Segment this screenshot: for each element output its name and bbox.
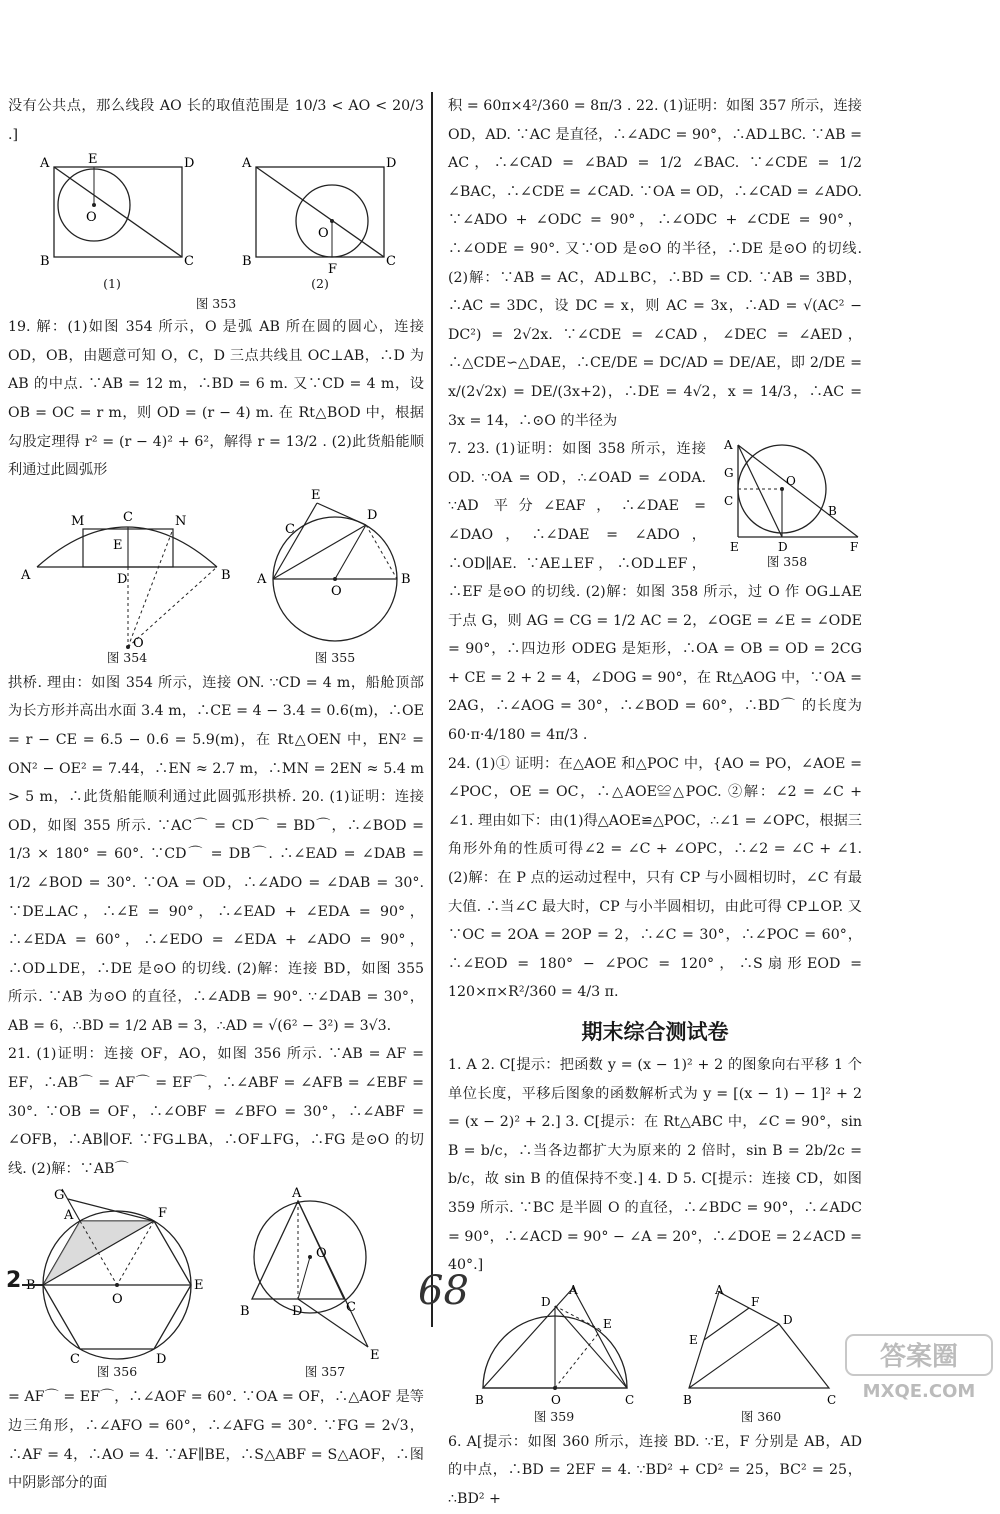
paragraph-22: 积 = 60π×4²/360 = 8π/3 . 22. (1)证明：如图 357 所示，连接 OD，AD. ∵AC 是直径，∴∠ADC = 90°，∴AD⊥BC. ∵AB = AC，∴∠CAD = ∠BAD = 1/2 ∠BAC. ∵∠CDE = 1/2 ∠BAC，∴∠CDE = ∠CAD. ∵OA = OD，∴∠CAD = ∠ADO. ∵∠ADO + ∠ODC = 90°，∴∠ODC + ∠CDE = 90°，∴∠ODE = 90°. 又∵OD 是⊙O 的半径，∴DE 是⊙O 的切线. (2)解：∵AB = AC，AD⊥BC，∴BD = CD. ∵AB = 3BD，∴AC = 3DC，设 DC = x，则 AC = 3x，∴AD = √(AC² − DC²) = 2√2x. ∵∠CDE = ∠CAD，∠DEC = ∠AED，∴△CDE∽△DAE，∴CE/DE = DC/AD = DE/AE，即 2/DE = x/(2√2x) = DE/(3x+2)，∴DE = 4√2，x = 14/3，∴AC = 3x = 14，∴⊙O 的半径为 [448,98,862,429]
figure-353-row [8,153,424,293]
label-a: A [292,1186,302,1202]
figure-353-sub1: (1) [103,276,121,292]
watermark-top-text: 答案圈 [879,1342,959,1372]
label-m: M [71,513,85,529]
label-b: B [40,254,50,270]
paragraph-answers: 1. A 2. C[提示：把函数 y = (x − 1)² + 2 的图象向右平移 1 个单位长度，平移后图象的函数解析式为 y = [(x − 1) − 1]² + 2 = (x − 2)² + 2.] 3. C[提示：在 Rt△ABC 中，∠C = 90°，sin B = b/c，∴当各边都扩大为原来的 2 倍时，sin B = 2b/2c = b/c，故 sin B 的值保持不变.] 4. D 5. C[提示：连接 CD，如图 359 所示. ∵BC 是半圆 O 的直径，∴∠BDC = 90°，∴∠ADC = 90°，∴∠ACD = 90° − ∠A = 20°，∴∠DOE = 2∠ACD = 40°.] [448,1057,862,1274]
label-o: O [551,1392,561,1407]
figure-359-caption: 图 359 [533,1408,575,1424]
label-d: D [783,1312,793,1327]
label-a: A [40,156,50,172]
figure-356-drawing [22,1187,212,1368]
label-d: D [778,540,788,555]
label-c: C [285,521,295,537]
paragraph-top: 没有公共点，那么线段 AO 长的取值范围是 10/3 < AO < 20/3 .] [8,98,424,143]
label-b: B [221,567,231,583]
label-a: A [242,156,252,172]
label-e: E [689,1332,698,1347]
figure-356-357-row [8,1187,424,1381]
label-a: A [64,1208,74,1224]
figure-356-caption: 图 356 [96,1364,138,1380]
label-b: B [242,254,252,270]
paragraph-6: 6. A[提示：如图 360 所示，连接 BD. ∵E，F 分别是 AB，AD 的中点，∴BD = 2EF = 4. ∵BD² + CD² = 25，BC² = 25，∴BD² + [448,1433,862,1507]
page-number: 2 [6,1268,22,1293]
watermark-bottom-text: MXQE.COM [862,1381,976,1402]
label-d: D [386,156,397,172]
figure-353-2-drawing [240,153,400,278]
label-a: A [715,1282,724,1297]
label-o: O [86,210,97,226]
figure-360-drawing [681,1284,841,1408]
label-c: C [625,1392,635,1407]
label-c: C [386,254,396,270]
figure-354-caption: 图 354 [106,649,148,665]
section-title: 期末综合测试卷 [581,1020,729,1044]
handwritten-page-number: 68 [418,1268,469,1314]
label-b: B [401,571,411,587]
label-c: C [827,1392,837,1407]
paragraph-21b: = AF⌒ = EF⌒，∴∠AOF = 60°. ∵OA = OF，∴△AOF 是等边三角形，∴∠AFO = 60°，∴∠AFG = 30°. ∵FG = 2√3，∴AF = 4，∴AO = 4. ∵AF∥BE，∴S△ABF = S△AOF，∴图中阴影部分的面 [8,1389,424,1492]
column-divider [431,92,433,1327]
figure-353-1 [32,152,195,293]
label-d: D [541,1294,551,1309]
figure-353-2 [240,153,400,293]
label-e: E [730,540,739,555]
figure-353-caption: 图 353 [195,296,237,312]
figure-357-drawing [240,1187,410,1363]
label-b: B [683,1392,692,1407]
figure-359 [469,1284,639,1426]
label-g: G [54,1188,65,1204]
label-c: C [346,1300,356,1316]
label-e: E [311,487,321,503]
label-b: B [828,504,837,519]
figure-355 [255,489,415,667]
label-o: O [331,583,342,599]
label-f: F [850,540,859,555]
paragraph-24: 24. (1)① 证明：在△AOE 和△POC 中，{AO = PO，∠AOE = ∠POC，OE = OC，∴△AOE≌△POC. ②解：∠2 = ∠C + ∠1. 理由如下：由(1)得△AOE≌△POC，∴∠1 = ∠OPC，根据三角形外角的性质可得∠2 = ∠C + ∠OPC，∴∠2 = ∠C + ∠1. (2)解：在 P 点的运动过程中，只有 CP 与小圆相切时，∠C 有最大值. ∴当∠C 最大时，CP 与小半圆相切，由此可得 CP⊥OP. 又∵OC = 2OA = 2OP = 2，∴∠C = 30°，∴∠POC = 60°，∴∠EOD = 180° − ∠POC = 120°，∴S扇形EOD = 120×π×R²/360 = 4/3 π. [448,755,862,1001]
figure-359-360-row [448,1284,862,1426]
figure-353-1-drawing [32,152,195,275]
figure-355-caption: 图 355 [314,649,356,665]
label-d: D [292,1304,303,1320]
label-c: C [70,1352,80,1368]
figure-359-drawing [469,1284,639,1408]
left-column [8,92,424,1498]
figure-356 [22,1187,212,1381]
figure-357 [240,1187,410,1381]
label-d: D [156,1352,167,1368]
label-o: O [318,226,329,242]
label-a: A [21,567,31,583]
figure-354-drawing [17,497,237,649]
label-a: A [724,438,733,453]
label-e: E [370,1348,380,1364]
label-c: C [184,254,194,270]
label-a: A [569,1282,578,1297]
figure-355-drawing [255,489,415,649]
label-g: G [724,466,734,481]
label-c: C [123,509,133,525]
label-o: O [316,1246,327,1262]
label-b: B [240,1304,250,1320]
label-a: A [257,571,267,587]
paragraph-19b-20: 拱桥. 理由：如图 354 所示，连接 ON. ∵CD = 4 m，船舱顶部为长方形并高出水面 3.4 m，∴CE = 4 − 3.4 = 0.6(m)，∴OE = r − CE = 6.5 − 0.6 = 5.9(m)，在 Rt△OEN 中，EN² = ON² − OE² = 7.44，∴EN ≈ 2.7 m，∴MN = 2EN ≈ 5.4 m > 5 m，∴此货船能顺利通过此圆弧形拱桥. 20. (1)证明：连接 OD，如图 355 所示. ∵AC⌒ = CD⌒ = BD⌒，∴∠BOD = 1/3 × 180° = 60°. ∵CD⌒ = DB⌒. ∴∠EAD = ∠DAB = 1/2 ∠BOD = 30°. ∵OA = OD，∴∠ADO = ∠DAB = 30°. ∵DE⊥AC，∴∠E = 90°，∴∠EAD + ∠EDA = 90°，∴∠EDA = 60°，∴∠EDO = ∠EDA + ∠ADO = 90°，∴OD⊥DE，∴DE 是⊙O 的切线. (2)解：连接 BD，如图 355 所示. ∵AB 为⊙O 的直径，∴∠ADB = 90°. ∵∠DAB = 30°，AB = 6，∴BD = 1/2 AB = 3，∴AD = √(6² − 3²) = 3√3. [8,674,424,1034]
label-n: N [175,513,187,529]
figure-357-caption: 图 357 [304,1364,346,1380]
figure-358-caption: 图 358 [766,554,808,570]
label-c: C [724,494,734,509]
figure-353-sub2: (2) [311,276,329,292]
label-e: E [194,1278,204,1294]
label-f: F [158,1206,168,1222]
label-f: F [328,262,338,278]
paragraph-19: 19. 解：(1)如图 354 所示，O 是弧 AB 所在圆的圆心，连接 OD，OB，由题意可知 O，C，D 三点共线且 OC⊥AB，∴D 为 AB 的中点. ∵AB = 12 m，∴BD = 6 m. 又∵CD = 4 m，设 OB = OC = r m，则 OD = (r − 4) m. 在 Rt△BOD 中，根据勾股定理得 r² = (r − 4)² + 6²，解得 r = 13/2 . (2)此货船能顺利通过此圆弧形 [8,319,424,479]
figure-360 [681,1284,841,1426]
figure-354-355-row [8,489,424,667]
label-d: D [184,156,195,172]
label-e: E [113,537,123,553]
label-f: F [751,1294,760,1309]
label-o: O [133,635,144,651]
page-number-dash [22,1284,44,1286]
label-d: D [367,507,378,523]
right-column [448,92,862,1514]
label-o: O [786,474,796,489]
label-e: E [88,152,98,168]
figure-358-drawing [712,435,862,553]
label-e: E [603,1316,612,1331]
paragraph-23: 7. 23. (1)证明：如图 358 所示，连接 OD. ∵OA = OD，∴∠OAD = ∠ODA. ∵AD 平分∠EAF，∴∠DAE = ∠DAO，∴∠DAE = ∠ADO，∴OD∥AE. ∵AE⊥EF，∴OD⊥EF，∴EF 是⊙O 的切线. (2)解：如图 358 所示，过 O 作 OG⊥AE 于点 G，则 AG = CG = 1/2 AC = 2，∠OGE = ∠E = ∠ODE = 90°，∴四边形 ODEG 是矩形，∴OA = OB = OD = 2CG + CE = 2 + 2 = 4，∠DOG = 90°，在 Rt△AOG 中，∵OA = 2AG，∴∠AOG = 30°，∴∠BOD = 60°，∴BD⌒ 的长度为 60·π·4/180 = 4π/3 . [448,441,862,744]
label-b: B [475,1392,484,1407]
label-o: O [112,1292,123,1308]
label-d: D [117,571,128,587]
watermark-logo [844,1331,994,1403]
figure-354 [17,497,237,667]
figure-358 [712,435,862,571]
figure-360-caption: 图 360 [740,1408,782,1424]
paragraph-21: 21. (1)证明：连接 OF，AO，如图 356 所示. ∵AB = AF = EF，∴AB⌒ = AF⌒ = EF⌒，∴∠ABF = ∠AFB = ∠EBF = 30°. ∵OB = OF，∴∠OBF = ∠BFO = 30°，∴∠ABF = ∠OFB，∴AB∥OF. ∵FG⊥BA，∴OF⊥FG，∴FG 是⊙O 的切线. (2)解：∵AB⌒ [8,1046,424,1177]
